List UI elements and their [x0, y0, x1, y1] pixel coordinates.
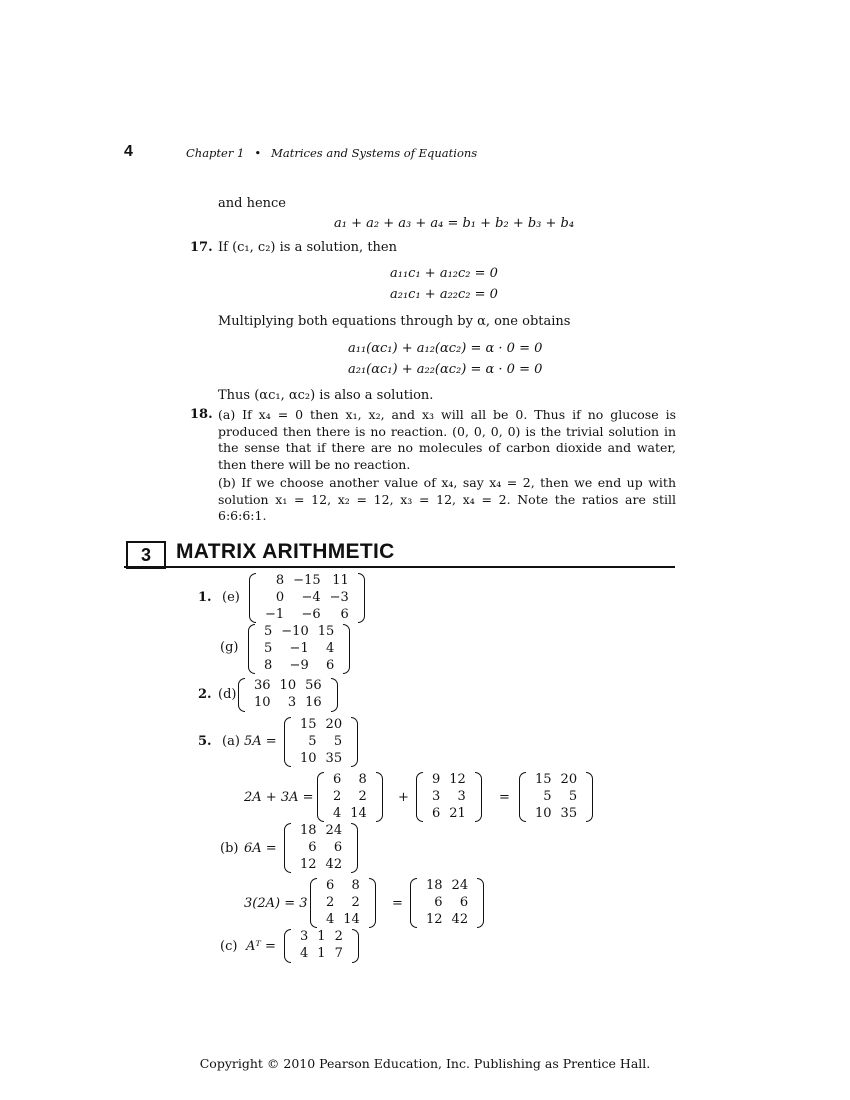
matrix-row [320, 895, 366, 912]
left-bracket [249, 573, 256, 623]
matrix-cell: 21 [449, 805, 466, 821]
matrix-2A [317, 772, 383, 822]
page-number: 4 [124, 143, 133, 160]
matrix-row [327, 789, 373, 806]
matrix-cell: −1 [265, 606, 285, 622]
matrix-row [529, 772, 583, 789]
matrix-row [294, 840, 348, 857]
ex2-d-label: (d) [218, 687, 237, 702]
matrix-1e [249, 573, 365, 623]
right-bracket [358, 573, 365, 623]
matrix-cell: 5 [264, 624, 273, 639]
ex17-number: 17. [190, 240, 213, 255]
ex5-number: 5. [198, 734, 212, 749]
matrix-cell: 6 [434, 894, 443, 910]
matrix-row [259, 573, 355, 590]
ex17-intro: If (c₁, c₂) is a solution, then [218, 240, 397, 255]
equals-sign: = [499, 790, 510, 805]
matrix-entries [294, 929, 349, 963]
matrix-2d [238, 678, 338, 712]
left-bracket [310, 878, 317, 928]
matrix-3A [416, 772, 482, 822]
matrix-row [294, 734, 348, 751]
matrix-entries [426, 772, 472, 822]
matrix-row [294, 823, 348, 840]
matrix-cell: 14 [343, 911, 360, 927]
ex17-equation-4: a₂₁(αc₁) + a₂₂(αc₂) = α · 0 = 0 [348, 362, 543, 377]
matrix-cell: 42 [325, 856, 343, 872]
matrix-row [248, 695, 328, 712]
matrix-cell: 5 [568, 788, 578, 804]
ex17-equation-2: a₂₁c₁ + a₂₂c₂ = 0 [390, 287, 498, 302]
ex1-g-label: (g) [220, 640, 239, 655]
matrix-cell: 18 [300, 823, 317, 838]
matrix-cell: 9 [432, 772, 441, 787]
matrix-cell: −4 [301, 589, 321, 605]
right-bracket [331, 678, 338, 712]
matrix-cell: −6 [301, 606, 321, 622]
matrix-cell: 5 [543, 788, 552, 804]
matrix-cell: 36 [254, 678, 271, 693]
matrix-row [294, 857, 348, 874]
matrix-row [258, 658, 340, 675]
ex17-equation-3: a₁₁(αc₁) + a₁₂(αc₂) = α · 0 = 0 [348, 341, 543, 356]
ex17-equation-1: a₁₁c₁ + a₁₂c₂ = 0 [390, 266, 498, 281]
p16-text: and hence [218, 196, 286, 211]
matrix-cell: 35 [560, 805, 578, 821]
matrix-cell: 8 [264, 657, 273, 673]
matrix-row [320, 912, 366, 929]
matrix-cell: 12 [449, 772, 466, 787]
matrix-cell: 15 [300, 717, 317, 732]
matrix-cell: 6 [333, 772, 342, 787]
matrix-cell: 16 [305, 694, 322, 710]
matrix-cell: 4 [325, 640, 335, 656]
matrix-5A-result [519, 772, 593, 822]
matrix-2A-repeat [310, 878, 376, 928]
right-bracket [586, 772, 593, 822]
running-head [186, 146, 477, 160]
matrix-5A [284, 717, 358, 767]
bullet-separator: • [254, 146, 262, 160]
section-rule [124, 566, 675, 568]
matrix-cell: 6 [326, 878, 335, 893]
matrix-cell: 4 [326, 911, 335, 927]
matrix-row [294, 751, 348, 768]
matrix-cell: 42 [451, 911, 469, 927]
matrix-cell: 6 [459, 894, 469, 910]
left-bracket [284, 929, 291, 963]
left-bracket [416, 772, 423, 822]
matrix-row [529, 789, 583, 806]
chapter-label: Chapter 1 [186, 146, 245, 160]
matrix-cell: 3 [300, 929, 309, 944]
matrix-cell: 15 [535, 772, 552, 787]
matrix-cell: 14 [350, 805, 367, 821]
matrix-cell: 10 [254, 694, 271, 710]
matrix-entries [248, 678, 328, 712]
matrix-entries [294, 717, 348, 767]
right-bracket [477, 878, 484, 928]
chapter-title: Matrices and Systems of Equations [271, 146, 478, 160]
left-bracket [317, 772, 324, 822]
ex5a-lhs: 5A = [244, 734, 277, 749]
matrix-cell: 20 [560, 772, 578, 787]
matrix-row [529, 806, 583, 823]
ex17-middle-text: Multiplying both equations through by α, one obtains [218, 314, 571, 329]
matrix-row [259, 590, 355, 607]
matrix-row [420, 878, 474, 895]
matrix-cell: 24 [451, 878, 469, 893]
matrix-entries [294, 823, 348, 873]
matrix-row [320, 878, 366, 895]
copyright-footer: Copyright © 2010 Pearson Education, Inc. Publishing as Prentice Hall. [199, 1056, 651, 1071]
matrix-cell: 12 [300, 856, 317, 872]
ex1-e-label: (e) [222, 590, 240, 605]
matrix-row [420, 895, 474, 912]
section-number-box: 3 [126, 541, 166, 569]
matrix-cell: 8 [351, 878, 360, 893]
ex1-number: 1. [198, 590, 212, 605]
matrix-cell: 7 [334, 945, 343, 961]
matrix-entries [420, 878, 474, 928]
right-bracket [352, 929, 359, 963]
left-bracket [519, 772, 526, 822]
matrix-entries [529, 772, 583, 822]
ex18-part-a: (a) If x₄ = 0 then x₁, x₂, and x₃ will all be 0. Thus if no glucose is produced then there is no reaction. (0, 0, 0, 0) is the trivial solution in the sense that if there are no molecules of carbon dioxide and water, then there will be no reaction. [218, 407, 676, 472]
section-title: MATRIX ARITHMETIC [176, 540, 395, 563]
matrix-cell: 10 [300, 750, 317, 766]
matrix-cell: 3 [457, 788, 466, 804]
matrix-cell: 10 [279, 678, 297, 693]
matrix-1g [248, 624, 350, 674]
matrix-row [426, 806, 472, 823]
matrix-cell: −9 [289, 657, 309, 673]
ex5-a-label: (a) [222, 734, 240, 749]
matrix-row [258, 641, 340, 658]
right-bracket [376, 772, 383, 822]
matrix-cell: 5 [308, 733, 317, 749]
right-bracket [475, 772, 482, 822]
left-bracket [238, 678, 245, 712]
matrix-cell: 2 [351, 894, 360, 910]
plus-sign: + [398, 790, 409, 805]
ex18-number: 18. [190, 407, 213, 422]
matrix-cell: 1 [317, 945, 326, 961]
right-bracket [343, 624, 350, 674]
matrix-entries [327, 772, 373, 822]
ex5-b-label: (b) [220, 841, 239, 856]
ex5-c-label: (c) [220, 939, 238, 954]
matrix-cell: 2 [358, 788, 367, 804]
matrix-cell: −10 [281, 624, 309, 639]
ex5c-lhs: Aᵀ = [246, 939, 276, 954]
ex18-part-b: (b) If we choose another value of x₄, say x₄ = 2, then we end up with solution x₁ = 12, x₂ = 12, x₃ = 12, x₄ = 2. Note the ratios are still 6:6:6:1. [218, 475, 676, 524]
matrix-cell: 12 [426, 911, 443, 927]
matrix-row [258, 624, 340, 641]
p16-equation: a₁ + a₂ + a₃ + a₄ = b₁ + b₂ + b₃ + b₄ [334, 216, 575, 231]
matrix-A-transpose [284, 929, 359, 963]
matrix-cell: 20 [325, 717, 343, 732]
matrix-cell: 1 [317, 929, 326, 944]
matrix-cell: 3 [432, 788, 441, 804]
ex17-conclusion: Thus (αc₁, αc₂) is also a solution. [218, 388, 434, 403]
matrix-cell: 8 [358, 772, 367, 787]
matrix-cell: 6 [325, 657, 335, 673]
matrix-cell: 11 [332, 573, 349, 588]
right-bracket [351, 717, 358, 767]
matrix-entries [259, 573, 355, 623]
left-bracket [410, 878, 417, 928]
matrix-cell: 0 [275, 589, 285, 605]
matrix-cell: −15 [293, 573, 321, 588]
matrix-cell: 2 [326, 894, 335, 910]
matrix-row [294, 946, 349, 963]
matrix-row [294, 717, 348, 734]
matrix-cell: 3 [287, 694, 297, 710]
matrix-row [426, 772, 472, 789]
matrix-entries [258, 624, 340, 674]
matrix-cell: 35 [325, 750, 343, 766]
matrix-row [420, 912, 474, 929]
ex2-number: 2. [198, 687, 212, 702]
matrix-cell: −3 [329, 589, 349, 605]
matrix-row [327, 772, 373, 789]
ex5b-lhs: 6A = [244, 841, 277, 856]
left-bracket [248, 624, 255, 674]
ex5a-sum-lhs: 2A + 3A = [244, 790, 314, 805]
matrix-cell: 6 [308, 839, 317, 855]
matrix-row [327, 806, 373, 823]
matrix-cell: 5 [264, 640, 273, 656]
matrix-cell: 18 [426, 878, 443, 893]
matrix-row [259, 607, 355, 624]
right-bracket [369, 878, 376, 928]
matrix-cell: 6 [340, 606, 349, 622]
matrix-cell: −1 [289, 640, 309, 656]
matrix-entries [320, 878, 366, 928]
matrix-row [426, 789, 472, 806]
matrix-cell: 2 [333, 788, 342, 804]
matrix-row [294, 929, 349, 946]
matrix-cell: 4 [333, 805, 342, 821]
ex5b-prod-lhs: 3(2A) = 3 [244, 896, 308, 911]
matrix-cell: 56 [305, 678, 322, 693]
left-bracket [284, 823, 291, 873]
matrix-cell: 15 [317, 624, 335, 639]
matrix-6A [284, 823, 358, 873]
left-bracket [284, 717, 291, 767]
matrix-row [248, 678, 328, 695]
right-bracket [351, 823, 358, 873]
equals-sign-2: = [392, 896, 403, 911]
matrix-cell: 24 [325, 823, 343, 838]
matrix-cell: 10 [535, 805, 552, 821]
matrix-cell: 6 [432, 805, 441, 821]
matrix-6A-result [410, 878, 484, 928]
matrix-cell: 8 [275, 573, 285, 588]
matrix-cell: 4 [300, 945, 309, 961]
matrix-cell: 5 [333, 733, 343, 749]
matrix-cell: 6 [333, 839, 343, 855]
matrix-cell: 2 [334, 929, 343, 944]
